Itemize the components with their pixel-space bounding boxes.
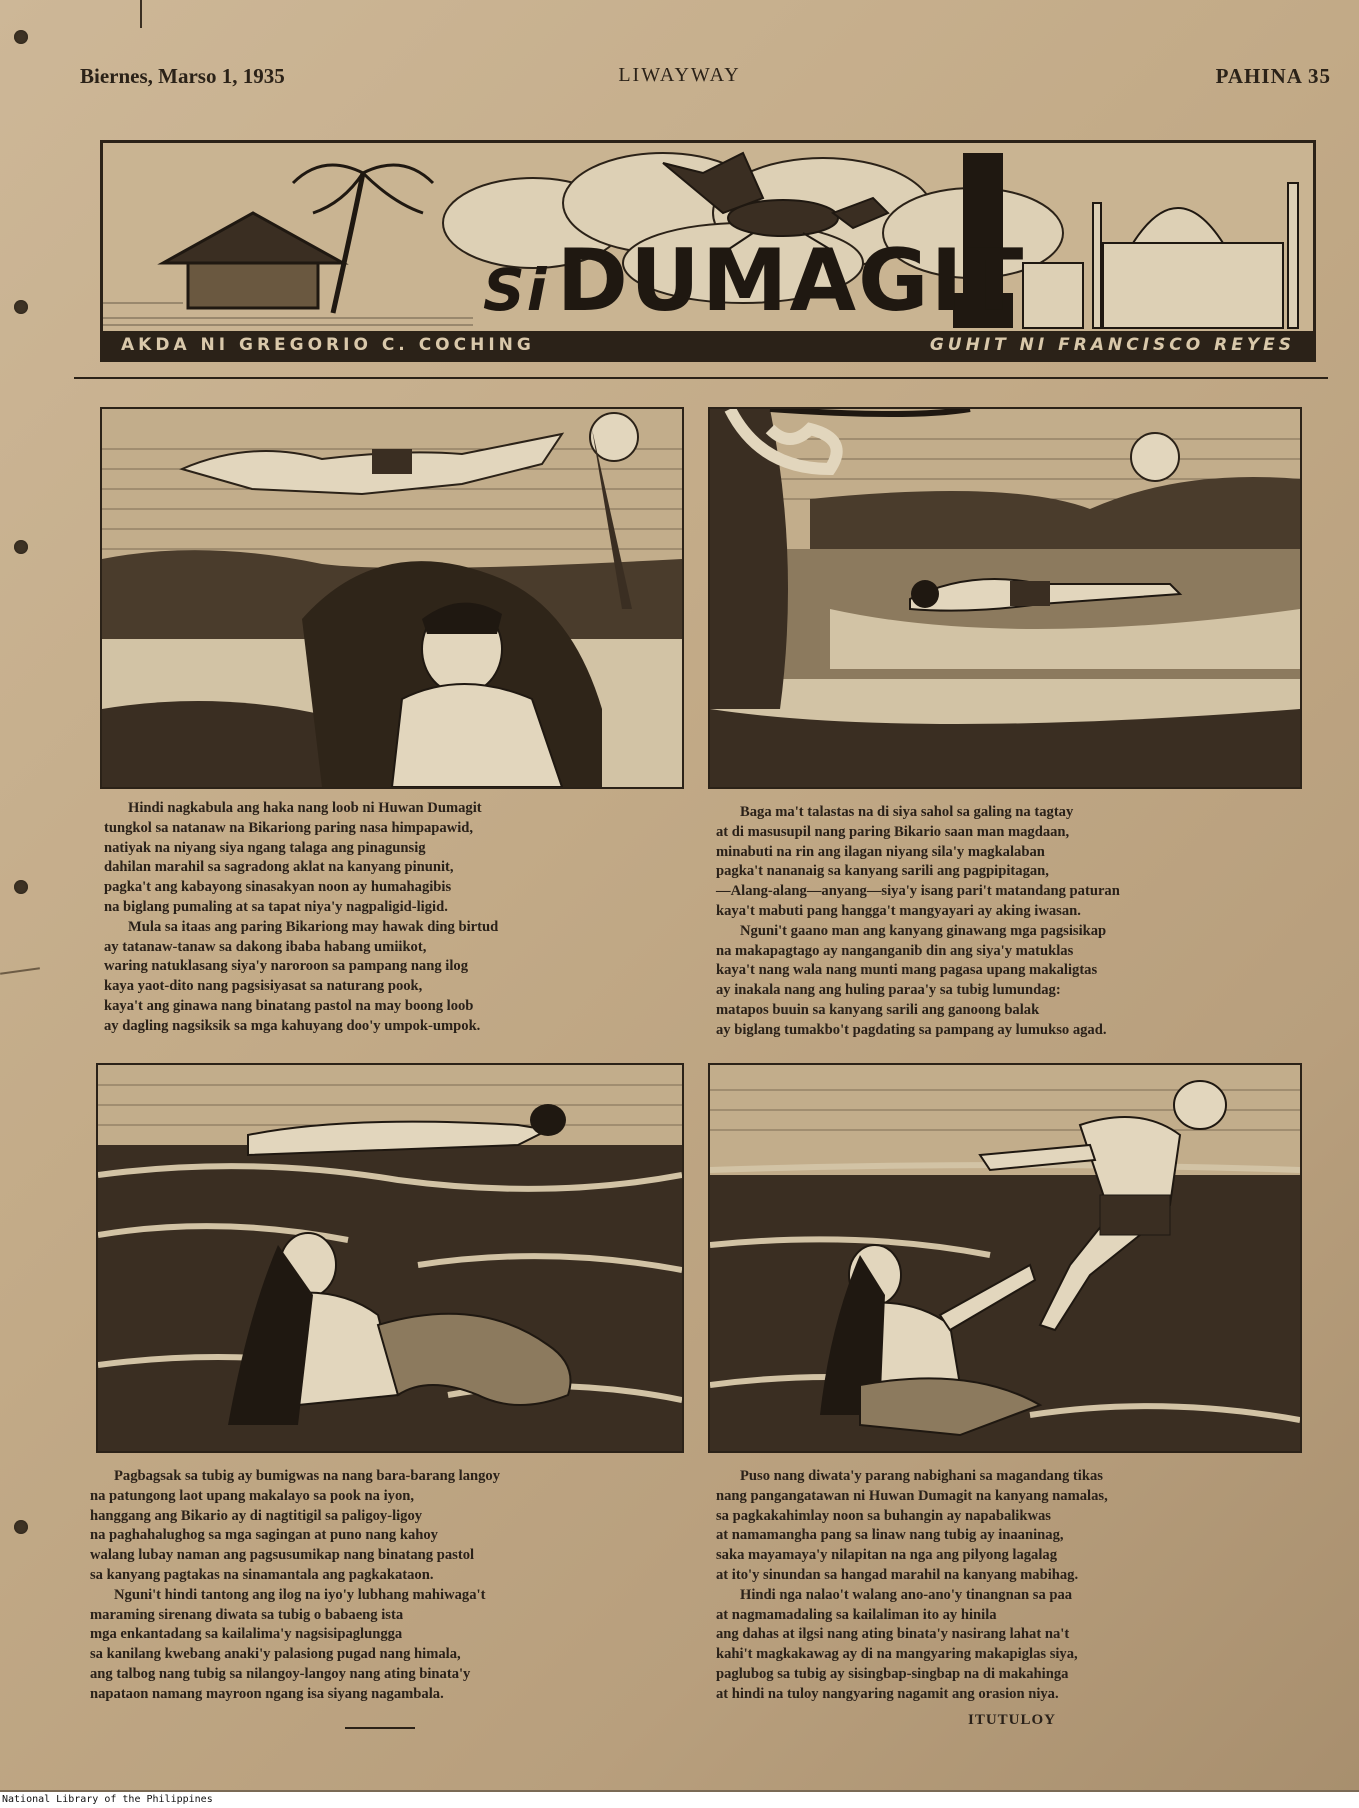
author-credit: AKDA NI GREGORIO C. COCHING <box>121 335 535 355</box>
verse-line: Nguni't hindi tantong ang ilog na iyo'y lubhang mahiwaga't <box>114 1586 486 1603</box>
verse-line: ay inakala nang ang huling paraa'y sa tubig lumundag: <box>716 982 1061 999</box>
verse-line: waring natuklasang siya'y naroroon sa pampang nang ilog <box>104 958 468 975</box>
binding-hole <box>14 300 28 314</box>
verse-line: ay dagling nagsiksik sa mga kahuyang doo'y umpok-umpok. <box>104 1017 481 1034</box>
illustrator-credit: GUHIT NI FRANCISCO REYES <box>929 335 1295 355</box>
verse-line: Hindi nagkabula ang haka nang loob ni Huwan Dumagit <box>128 800 482 816</box>
verse-line: dahilan marahil sa sagradong aklat na kanyang pinunit, <box>104 859 454 876</box>
verse-line: ang talbog nang tubig sa nilangoy-langoy nang ating binata'y <box>90 1665 471 1682</box>
verse-line: paglubog sa tubig ay sisingbap-singbap na di makahinga <box>716 1665 1069 1682</box>
byline-bar <box>103 331 1313 359</box>
verse-line: natiyak na niyang siya ngang talaga ang pinagunsig <box>104 839 426 856</box>
verse-line: ay tatanaw-tanaw sa dakong ibaba habang umiikot, <box>104 938 427 955</box>
text-column-top-right <box>716 803 1120 1041</box>
verse-line: tungkol sa natanaw na Bikariong paring nasa himpapawid, <box>104 819 474 836</box>
verse-line: walang lubay naman ang pagsusumikap nang binatang pastol <box>90 1547 475 1564</box>
header-rule <box>74 377 1328 379</box>
verse-line: na patungong laot upang makalayo sa pook na iyon, <box>90 1487 415 1504</box>
title-banner <box>100 140 1316 362</box>
comic-panel-1 <box>100 407 684 789</box>
verse-line: Nguni't gaano man ang kanyang ginawang mga pagsisikap <box>740 922 1107 939</box>
page-number: PAHINA 35 <box>1215 64 1331 88</box>
archive-footer: National Library of the Philippines <box>0 1792 1359 1808</box>
binding-hole <box>14 540 28 554</box>
verse-line: at di masusupil nang paring Bikario saan man magdaan, <box>716 823 1070 840</box>
verse-line: Hindi nga nalao't walang ano-ano'y tinangnan sa paa <box>740 1586 1073 1603</box>
verse-line: —Alang-alang—anyang—siya'y isang pari't matandang paturan <box>716 883 1120 900</box>
issue-date: Biernes, Marso 1, 1935 <box>80 64 285 88</box>
verse-line: at nagmamadaling sa kailaliman ito ay hinila <box>716 1606 997 1623</box>
comic-panel-2 <box>708 407 1302 789</box>
page-edge-line <box>140 0 142 28</box>
verse-line: ang dahas at ilgsi nang ating binata'y nasirang lahat na't <box>716 1626 1070 1643</box>
verse-line: kaya't nang wala nang munti mang pagasa upang makaligtas <box>716 962 1098 979</box>
column-end-rule <box>345 1727 415 1729</box>
title-main: DUMAGIT <box>556 231 1026 331</box>
publication-name: LIWAYWAY <box>618 64 741 86</box>
title-prefix: Si <box>483 256 549 324</box>
verse-line: at ito'y sinundan sa hangad marahil na kanyang mabihag. <box>716 1566 1079 1583</box>
verse-line: maraming sirenang diwata sa tubig o babaeng ista <box>90 1606 404 1623</box>
verse-line: Pagbagsak sa tubig ay bumigwas na nang bara-barang langoy <box>114 1468 501 1484</box>
verse-line: kaya't mabuti pang hangga't mangyayari ay aking iwasan. <box>716 902 1081 919</box>
verse-line: minabuti na rin ang ilagan niyang sila'y magkalaban <box>716 843 1045 860</box>
verse-line: kaya yaot-dito nang pagsisiyasat sa naturang pook, <box>104 978 423 995</box>
verse-line: at hindi na tuloy nangyaring nagamit ang orasion niya. <box>716 1685 1059 1702</box>
verse-line: Mula sa itaas ang paring Bikariong may hawak ding birtud <box>128 918 499 935</box>
verse-line: hanggang ang Bikario ay di nagtitigil sa paligoy-ligoy <box>90 1507 423 1524</box>
verse-line: mga enkantadang sa kailalima'y nagsisipaglungga <box>90 1626 403 1643</box>
verse-line: na paghahalughog sa mga sagingan at puno nang kahoy <box>90 1527 438 1544</box>
story-title <box>483 231 1026 331</box>
verse-line: Puso nang diwata'y parang nabighani sa magandang tikas <box>740 1468 1103 1484</box>
verse-line: nang pangangatawan ni Huwan Dumagit na kanyang namalas, <box>716 1487 1108 1504</box>
verse-line: sa kanyang pagtakas na sinamantala ang pagkakataon. <box>90 1566 434 1583</box>
comic-panel-4 <box>708 1063 1302 1453</box>
text-column-bottom-right <box>716 1467 1108 1705</box>
verse-line: kahi't magkakawag ay di na mangyaring makapiglas siya, <box>716 1646 1078 1663</box>
verse-line: pagka't ang kabayong sinasakyan noon ay humahagibis <box>104 879 452 896</box>
verse-line: Baga ma't talastas na di siya sahol sa galing na tagtay <box>740 804 1074 820</box>
verse-line: sa pagkakahimlay noon sa buhangin ay napabalikwas <box>716 1507 1051 1524</box>
text-column-top-left <box>104 799 498 1037</box>
page-fold <box>0 967 40 975</box>
verse-line: napataon namang mayroon ngang isa siyang nagambala. <box>90 1685 444 1702</box>
verse-line: at namamangha pang sa linaw nang tubig ay inaaninag, <box>716 1527 1064 1544</box>
verse-line: kaya't ang ginawa nang binatang pastol na may boong loob <box>104 997 474 1014</box>
binding-hole <box>14 880 28 894</box>
binding-hole <box>14 1520 28 1534</box>
text-column-bottom-left <box>90 1467 500 1705</box>
verse-line: saka mayamaya'y nilapitan na nga ang pilyong lagalag <box>716 1547 1058 1564</box>
verse-line: na biglang pumaling at sa tapat niya'y nagpaligid-ligid. <box>104 898 448 915</box>
verse-line: matapos buuin sa kanyang sarili ang ganoong balak <box>716 1001 1040 1018</box>
verse-line: na makapagtago ay nanganganib din ang siya'y matuklas <box>716 942 1074 959</box>
verse-line: sa kanilang kwebang anaki'y palasiong pugad nang himala, <box>90 1646 461 1663</box>
verse-line: ay biglang tumakbo't pagdating sa pampang ay lumukso agad. <box>716 1021 1107 1038</box>
continued-label: ITUTULOY <box>968 1712 1057 1728</box>
verse-line: pagka't nananaig sa kanyang sarili ang pagpipitagan, <box>716 863 1049 880</box>
binding-hole <box>14 30 28 44</box>
comic-panel-3 <box>96 1063 684 1453</box>
